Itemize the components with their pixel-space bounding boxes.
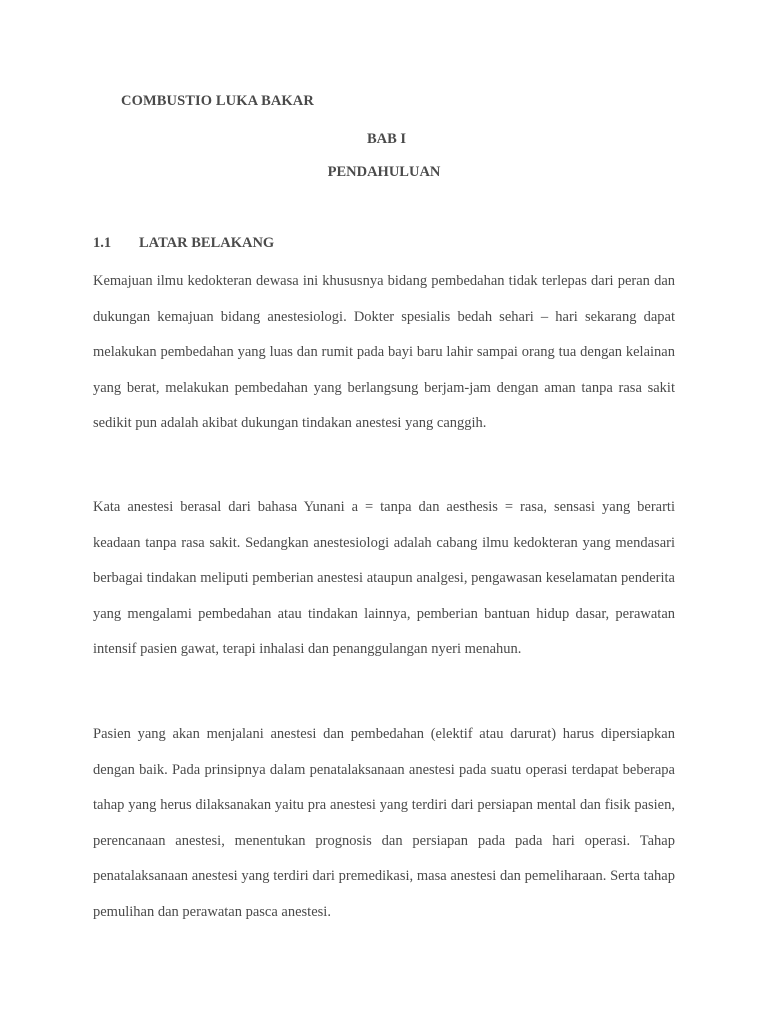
section-number: 1.1 [93,235,112,251]
section-title: LATAR BELAKANG [139,235,275,251]
paragraph-3: Pasien yang akan menjalani anestesi dan pembedahan (elektif atau darurat) harus dipersiapkan dengan baik. Pada prinsipnya dalam penatalaksanaan anestesi pada suatu operasi terdapat beberapa tahap yang herus dilaksanakan yaitu pra anestesi yang terdiri dari persiapan mental dan fisik pasien, perencanaan anestesi, menentukan prognosis dan persiapan pada pada hari operasi. Tahap penatalaksanaan anestesi yang terdiri dari premedikasi, masa anestesi dan pemeliharaan. Serta tahap pemulihan dan perawatan pasca anestesi. [93,726,675,920]
chapter-number: BAB I [366,131,407,147]
chapter-title: PENDAHULUAN [327,164,441,180]
section-heading [93,235,274,252]
paragraph-1: Kemajuan ilmu kedokteran dewasa ini khususnya bidang pembedahan tidak terlepas dari peran dan dukungan kemajuan bidang anestesiologi. Dokter spesialis bedah sehari – hari sekarang dapat melakukan pembedahan yang luas dan rumit pada bayi baru lahir sampai orang tua dengan kelainan yang berat, melakukan pembedahan yang berlangsung berjam-jam dengan aman tanpa rasa sakit sedikit pun adalah akibat dukungan tindakan anestesi yang canggih. [93,273,675,432]
paragraph-2: Kata anestesi berasal dari bahasa Yunani a = tanpa dan aesthesis = rasa, sensasi yang berarti keadaan tanpa rasa sakit. Sedangkan anestesiologi adalah cabang ilmu kedokteran yang mendasari berbagai tindakan meliputi pemberian anestesi ataupun analgesi, pengawasan keselamatan penderita yang mengalami pembedahan atau tindakan lainnya, pemberian bantuan hidup dasar, perawatan intensif pasien gawat, terapi inhalasi dan penanggulangan nyeri menahun. [93,499,675,658]
document-title: COMBUSTIO LUKA BAKAR [121,93,314,109]
